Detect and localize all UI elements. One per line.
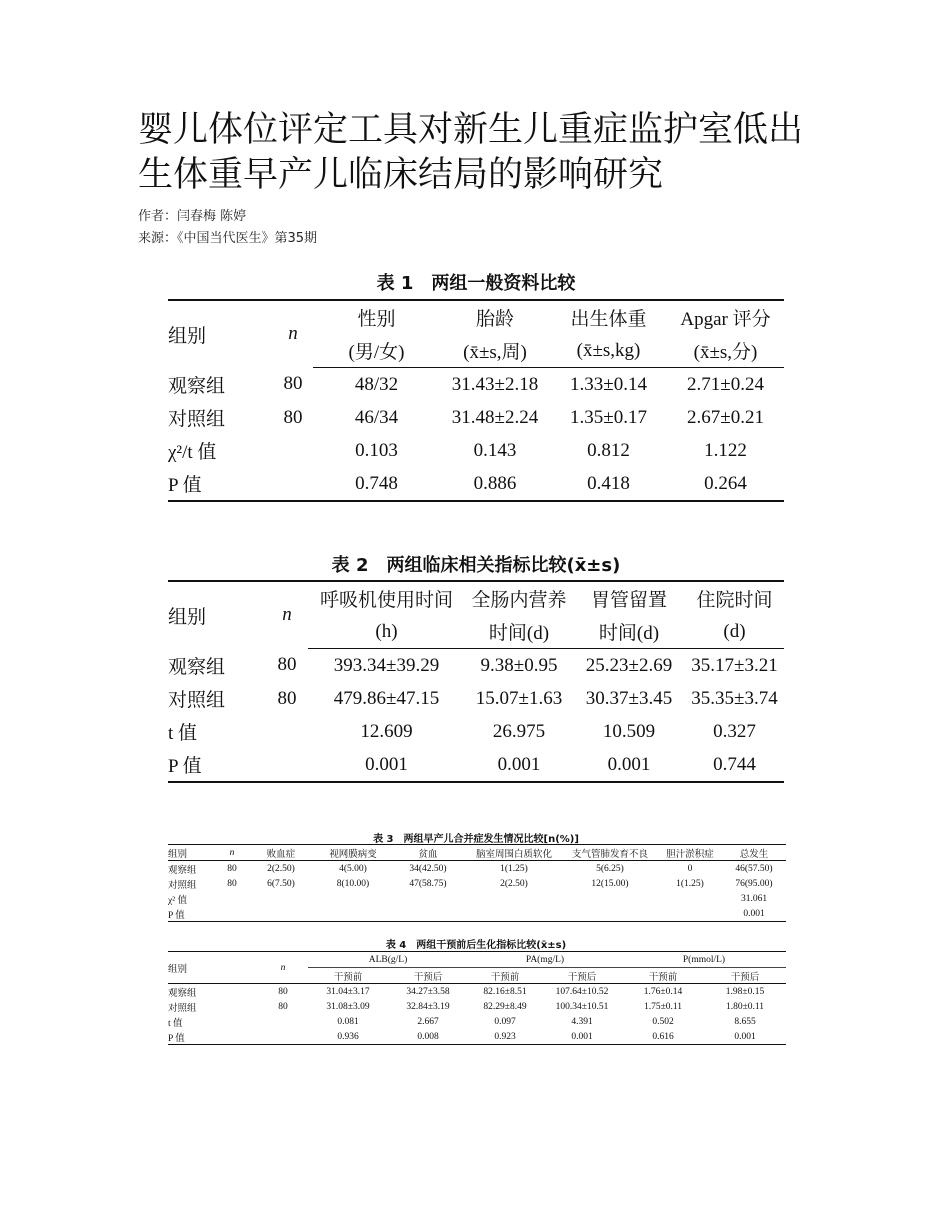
table1 xyxy=(168,299,784,502)
table-row: 对照组 80 479.86±47.15 15.07±1.63 30.37±3.45 35.35±3.74 xyxy=(168,687,778,711)
table3-header-row: 组别 n 败血症 视网膜病变 贫血 脑室周围白质软化 支气管肺发育不良 胆汁淤积症 总发生 xyxy=(168,845,786,861)
table4 xyxy=(168,951,786,1045)
table2-header-c3-top: 胃管留置 xyxy=(590,590,667,611)
table3-caption: 表 3 两组早产儿合并症发生情况比较[n(%)] xyxy=(373,834,579,845)
table-row: χ² 值 31.061 xyxy=(168,893,768,906)
table1-header-c3-top: 出生体重 xyxy=(570,309,647,330)
table2-header-c1-top: 呼吸机使用时间 xyxy=(319,590,453,611)
table-row: P 值 0.936 0.008 0.923 0.001 0.616 0.001 xyxy=(168,1031,756,1044)
table2-header-c4-bot: (d) xyxy=(685,615,784,649)
table1-header-c3-bot: (x̄±s,kg) xyxy=(550,334,667,368)
table3 xyxy=(168,844,786,922)
table4-header-alb: ALB(g/L) xyxy=(308,952,468,968)
table4-subheader-row: 干预前 干预后 干预前 干预后 干预前 干预后 xyxy=(168,968,786,984)
table-row: 对照组 80 46/34 31.48±2.24 1.35±0.17 2.67±0.21 xyxy=(168,406,764,430)
table4-header-p: P(mmol/L) xyxy=(622,952,786,968)
table4-header-pa: PA(mg/L) xyxy=(468,952,622,968)
table2-header-c1-bot: (h) xyxy=(308,615,465,649)
table-row: P 值 0.001 xyxy=(168,908,765,921)
table-row: 观察组 80 393.34±39.29 9.38±0.95 25.23±2.69 35.17±3.21 xyxy=(168,654,778,678)
table2-header-n: n xyxy=(282,604,292,626)
table4-header-group: 组别 xyxy=(168,952,258,984)
table1-header-c2-bot: (x̄±s,周) xyxy=(440,334,550,368)
table1-header-c1-top: 性别 xyxy=(357,309,396,330)
table2-header-group: 组别 xyxy=(168,606,207,628)
table1-header-c4-top: Apgar 评分 xyxy=(680,309,771,330)
table-row: P 值 0.001 0.001 0.001 0.744 xyxy=(168,753,756,777)
table4-header-n: n xyxy=(258,952,308,984)
table1-header-c1-bot: (男/女) xyxy=(313,334,440,368)
table-row: 对照组 80 31.08±3.09 32.84±3.19 82.29±8.49 100.34±10.51 1.75±0.11 1.80±0.11 xyxy=(168,1001,765,1014)
table2-header-c2-bot: 时间(d) xyxy=(465,615,573,649)
table-row: 对照组 80 6(7.50) 8(10.00) 47(58.75) 2(2.50) 12(15.00) 1(1.25) 76(95.00) xyxy=(168,878,773,891)
table-row: 观察组 80 31.04±3.17 34.27±3.58 82.16±8.51 107.64±10.52 1.76±0.14 1.98±0.15 xyxy=(168,986,765,999)
table2-header-c3-bot: 时间(d) xyxy=(573,615,685,649)
table-row: t 值 0.081 2.667 0.097 4.391 0.502 8.655 xyxy=(168,1016,756,1029)
table4-caption: 表 4 两组干预前后生化指标比较(x̄±s) xyxy=(385,940,567,951)
table-row: t 值 12.609 26.975 10.509 0.327 xyxy=(168,720,756,744)
table-row: P 值 0.748 0.886 0.418 0.264 xyxy=(168,472,747,496)
article-source: 来源：《中国当代医生》第35期 xyxy=(138,231,318,246)
article-title: 婴儿体位评定工具对新生儿重症监护室低出生体重早产儿临床结局的影响研究 xyxy=(138,110,804,195)
table-row: 观察组 80 2(2.50) 4(5.00) 34(42.50) 1(1.25) 5(6.25) 0 46(57.50) xyxy=(168,863,773,876)
table2-caption: 表 2 两组临床相关指标比较(x̄±s) xyxy=(331,555,621,576)
article-author: 作者：闫春梅 陈婷 xyxy=(138,209,247,224)
table1-header-n: n xyxy=(288,323,298,345)
table2 xyxy=(168,580,784,783)
table1-header-c4-bot: (x̄±s,分) xyxy=(667,334,784,368)
table2-header-c4-top: 住院时间 xyxy=(696,590,773,611)
table1-header-c2-top: 胎龄 xyxy=(475,309,514,330)
table2-header-c2-top: 全肠内营养 xyxy=(471,590,567,611)
table-row: 观察组 80 48/32 31.43±2.18 1.33±0.14 2.71±0.24 xyxy=(168,373,764,397)
table1-header-group: 组别 xyxy=(168,325,207,347)
table1-caption: 表 1 两组一般资料比较 xyxy=(376,273,576,294)
table-row: χ²/t 值 0.103 0.143 0.812 1.122 xyxy=(168,439,747,463)
